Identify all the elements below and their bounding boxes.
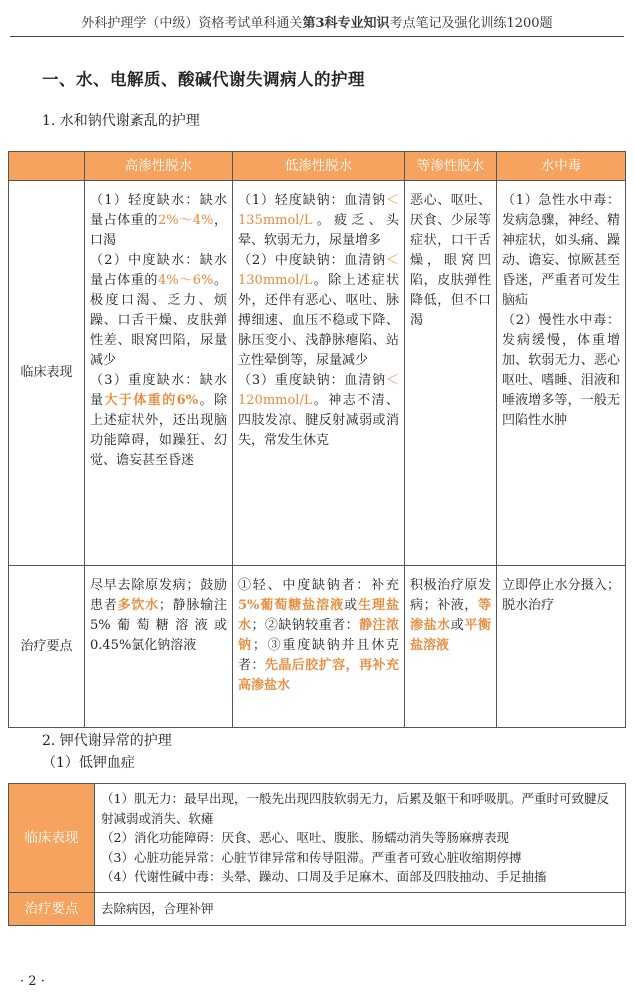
header-cell-water-intoxication: 水中毒 [497, 152, 626, 181]
header-cell-isotonic: 等渗性脱水 [405, 152, 497, 181]
page-number: · 2 · [20, 974, 45, 989]
running-header [0, 12, 634, 31]
header-rule [10, 36, 624, 37]
cell-water-treatment: 立即停止水分摄入；脱水治疗 [497, 566, 626, 728]
header-bold-text: 第3科专业知识 [302, 16, 390, 31]
table-row-treatment [9, 566, 626, 728]
section-title: 一、水、电解质、酸碱代谢失调病人的护理 [42, 70, 365, 89]
header-cell-empty [9, 152, 85, 181]
list-item: （2）消化功能障碍：厌食、恶心、呕吐、腹胀、肠蠕动消失等肠麻痹表现 [101, 830, 509, 845]
row-label-treatment: 治疗要点 [9, 892, 95, 925]
row-label-treatment: 治疗要点 [9, 566, 85, 728]
subsection-title: 1. 水和钠代谢紊乱的护理 [42, 113, 200, 129]
list-item: （3）心脏功能异常：心脏节律异常和传导阻滞。严重者可致心脏收缩期停搏 [101, 849, 522, 865]
row-label-clinical: 临床表现 [9, 784, 95, 893]
cell-isotonic-clinical: 恶心、呕吐、厌食、少尿等症状，口干舌燥，眼窝凹陷，皮肤弹性降低，但不口渴 [405, 181, 497, 566]
list-item: （4）代谢性碱中毒：头晕、躁动、口周及手足麻木、面部及四肢抽动、手足抽搐 [101, 869, 547, 884]
cell-hypotonic-clinical: （1）轻度缺钠：血清钠＜135mmol/L。疲乏、头晕、软弱无力，尿量增多 （2）中度缺钠：血清钠＜130mmol/L。除上述症状外，还伴有恶心、呕吐、脉搏细速、血压不稳或下降、脉压变小、浅静脉瘪陷、站立性晕倒等，尿量减少 （3）重度缺钠：血清钠＜120mmol/L。神志不清、四肢发凉、腱反射减弱或消失，常发生休克 [233, 181, 405, 566]
header-cell-hypotonic: 低渗性脱水 [233, 152, 405, 181]
hypokalemia-table [8, 783, 626, 926]
table-row-clinical [9, 181, 626, 566]
table-row-treatment [9, 892, 626, 925]
header-text-tail: 考点笔记及强化训练1200题 [389, 16, 553, 31]
table-row-clinical [9, 784, 626, 893]
cell-water-clinical: （1）急性水中毒：发病急骤，神经、精神症状，如头痛、躁动、谵妄、惊厥甚至昏迷，严重者可发生脑疝 （2）慢性水中毒：发病缓慢，体重增加、软弱无力、恶心呕吐、嗜睡、泪液和唾液增多等，一般无凹陷性水肿 [497, 181, 626, 566]
row-label-clinical: 临床表现 [9, 181, 85, 566]
cell-hypotonic-treatment: ①轻、中度缺钠者：补充5%葡萄糖盐溶液或生理盐水；②缺钠较重者：静注浓钠；③重度缺钠并且休克者：先晶后胶扩容，再补充高渗盐水 [233, 566, 405, 728]
water-sodium-table [8, 151, 626, 728]
cell-hypokalemia-clinical [95, 784, 626, 893]
list-item: （1）肌无力：最早出现，一般先出现四肢软弱无力，后累及躯干和呼吸肌。严重时可致腱反射减弱或消失、软瘫 [101, 791, 609, 826]
cell-hypertonic-clinical: （1）轻度缺水：缺水量占体重的2%～4%，口渴 （2）中度缺水：缺水量占体重的4%～6%。极度口渴、乏力、烦躁、口舌干燥、皮肤弹性差、眼窝凹陷，尿量减少 （3）重度缺水：缺水量大于体重的6%。除上述症状外，还出现脑功能障碍，如躁狂、幻觉、谵妄甚至昏迷 [85, 181, 233, 566]
cell-hypertonic-treatment: 尽早去除原发病；鼓励患者多饮水；静脉输注5%葡萄糖溶液或0.45%氯化钠溶液 [85, 566, 233, 728]
subsection-title-hypokalemia: （1）低钾血症 [42, 755, 135, 771]
header-text: 外科护理学（中级）资格考试单科通关 [81, 16, 303, 31]
header-cell-hypertonic: 高渗性脱水 [85, 152, 233, 181]
table-header-row [9, 152, 626, 181]
cell-hypokalemia-treatment: 去除病因，合理补钾 [95, 892, 626, 925]
subsection-title-potassium: 2. 钾代谢异常的护理 [42, 733, 172, 749]
cell-isotonic-treatment: 积极治疗原发病；补液，等渗盐水或平衡盐溶液 [405, 566, 497, 728]
